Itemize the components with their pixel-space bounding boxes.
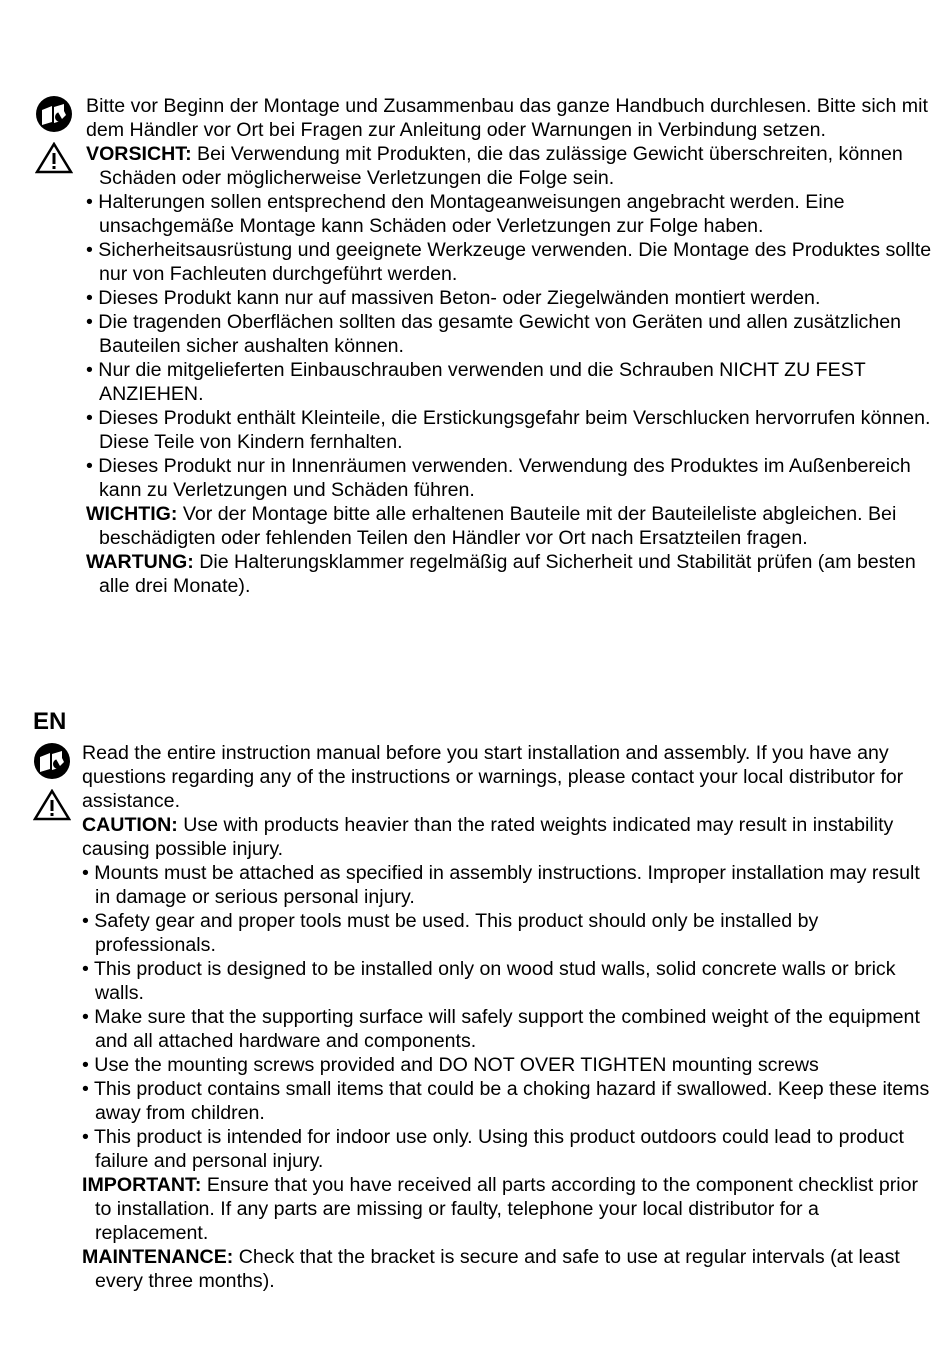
german-important-label: WICHTIG: bbox=[86, 503, 178, 525]
english-important bbox=[82, 1173, 934, 1245]
german-caution bbox=[86, 142, 936, 190]
list-item: • Dieses Produkt nur in Innenräumen verwenden. Verwendung des Produktes im Außenbereich kann zu Verletzungen und Schäden führen. bbox=[86, 455, 911, 501]
english-bullet-list bbox=[82, 861, 934, 1173]
list-item: • Mounts must be attached as specified in assembly instructions. Improper installation may result in damage or serious personal injury. bbox=[82, 862, 920, 908]
english-intro: Read the entire instruction manual before you start installation and assembly. If you have any questions regarding any of the instructions or warnings, please contact your local distributor for assistance. bbox=[82, 742, 904, 812]
read-manual-icon bbox=[33, 742, 71, 780]
german-caution-text: Bei Verwendung mit Produkten, die das zulässige Gewicht überschreiten, können Schäden oder möglicherweise Verletzungen die Folge sein. bbox=[99, 143, 903, 189]
english-text bbox=[82, 741, 934, 1293]
language-heading: EN bbox=[33, 708, 67, 735]
german-maintenance-text: Die Halterungsklammer regelmäßig auf Sicherheit und Stabilität prüfen (am besten alle drei Monate). bbox=[99, 551, 916, 597]
english-caution bbox=[82, 813, 934, 861]
warning-triangle-icon bbox=[35, 142, 73, 174]
list-item: • This product is intended for indoor use only. Using this product outdoors could lead to product failure and personal injury. bbox=[82, 1126, 904, 1172]
list-item: • This product is designed to be installed only on wood stud walls, solid concrete walls or brick walls. bbox=[82, 958, 896, 1004]
list-item: • Die tragenden Oberflächen sollten das gesamte Gewicht von Geräten und allen zusätzlichen Bauteilen sicher aushalten können. bbox=[86, 311, 902, 357]
english-caution-label: CAUTION: bbox=[82, 814, 178, 836]
german-bullet-list bbox=[86, 190, 936, 502]
list-item: • Dieses Produkt kann nur auf massiven Beton- oder Ziegelwänden montiert werden. bbox=[86, 287, 821, 309]
list-item: • Dieses Produkt enthält Kleinteile, die Erstickungsgefahr beim Verschlucken hervorrufen können. Diese Teile von Kindern fernhalten. bbox=[86, 407, 931, 453]
list-item: • Sicherheitsausrüstung und geeignete Werkzeuge verwenden. Die Montage des Produktes sollte nur von Fachleuten durchgeführt werden. bbox=[86, 239, 932, 285]
english-maintenance-label: MAINTENANCE: bbox=[82, 1246, 234, 1268]
english-important-text: Ensure that you have received all parts according to the component checklist prior to installation. If any parts are missing or faulty, telephone your local distributor for a replacement. bbox=[95, 1174, 919, 1244]
german-important-text: Vor der Montage bitte alle erhaltenen Bauteile mit der Bauteileliste abgleichen. Bei beschädigten oder fehlenden Teilen den Händler vor Ort nach Ersatzteilen fragen. bbox=[99, 503, 897, 549]
english-caution-text: Use with products heavier than the rated weights indicated may result in instability causing possible injury. bbox=[82, 814, 894, 860]
list-item: • Make sure that the supporting surface will safely support the combined weight of the equipment and all attached hardware and components. bbox=[82, 1006, 920, 1052]
english-maintenance bbox=[82, 1245, 934, 1293]
english-important-label: IMPORTANT: bbox=[82, 1174, 202, 1196]
read-manual-icon bbox=[35, 95, 73, 133]
german-important bbox=[86, 502, 936, 550]
list-item: • Safety gear and proper tools must be used. This product should only be installed by professionals. bbox=[82, 910, 819, 956]
german-maintenance bbox=[86, 550, 936, 598]
german-maintenance-label: WARTUNG: bbox=[86, 551, 194, 573]
list-item: • This product contains small items that could be a choking hazard if swallowed. Keep these items away from children. bbox=[82, 1078, 930, 1124]
list-item: • Use the mounting screws provided and DO NOT OVER TIGHTEN mounting screws bbox=[82, 1054, 819, 1076]
german-text bbox=[86, 94, 936, 598]
list-item: • Nur die mitgelieferten Einbauschrauben verwenden und die Schrauben NICHT ZU FEST ANZIEHEN. bbox=[86, 359, 866, 405]
german-caution-label: VORSICHT: bbox=[86, 143, 192, 165]
warning-triangle-icon bbox=[33, 789, 71, 821]
english-maintenance-text: Check that the bracket is secure and safe to use at regular intervals (at least every three months). bbox=[95, 1246, 900, 1292]
german-intro: Bitte vor Beginn der Montage und Zusammenbau das ganze Handbuch durchlesen. Bitte sich mit dem Händler vor Ort bei Fragen zur Anleitung oder Warnungen in Verbindung setzen. bbox=[86, 95, 928, 141]
list-item: • Halterungen sollen entsprechend den Montageanweisungen angebracht werden. Eine unsachgemäße Montage kann Schäden oder Verletzungen zur Folge haben. bbox=[86, 191, 845, 237]
